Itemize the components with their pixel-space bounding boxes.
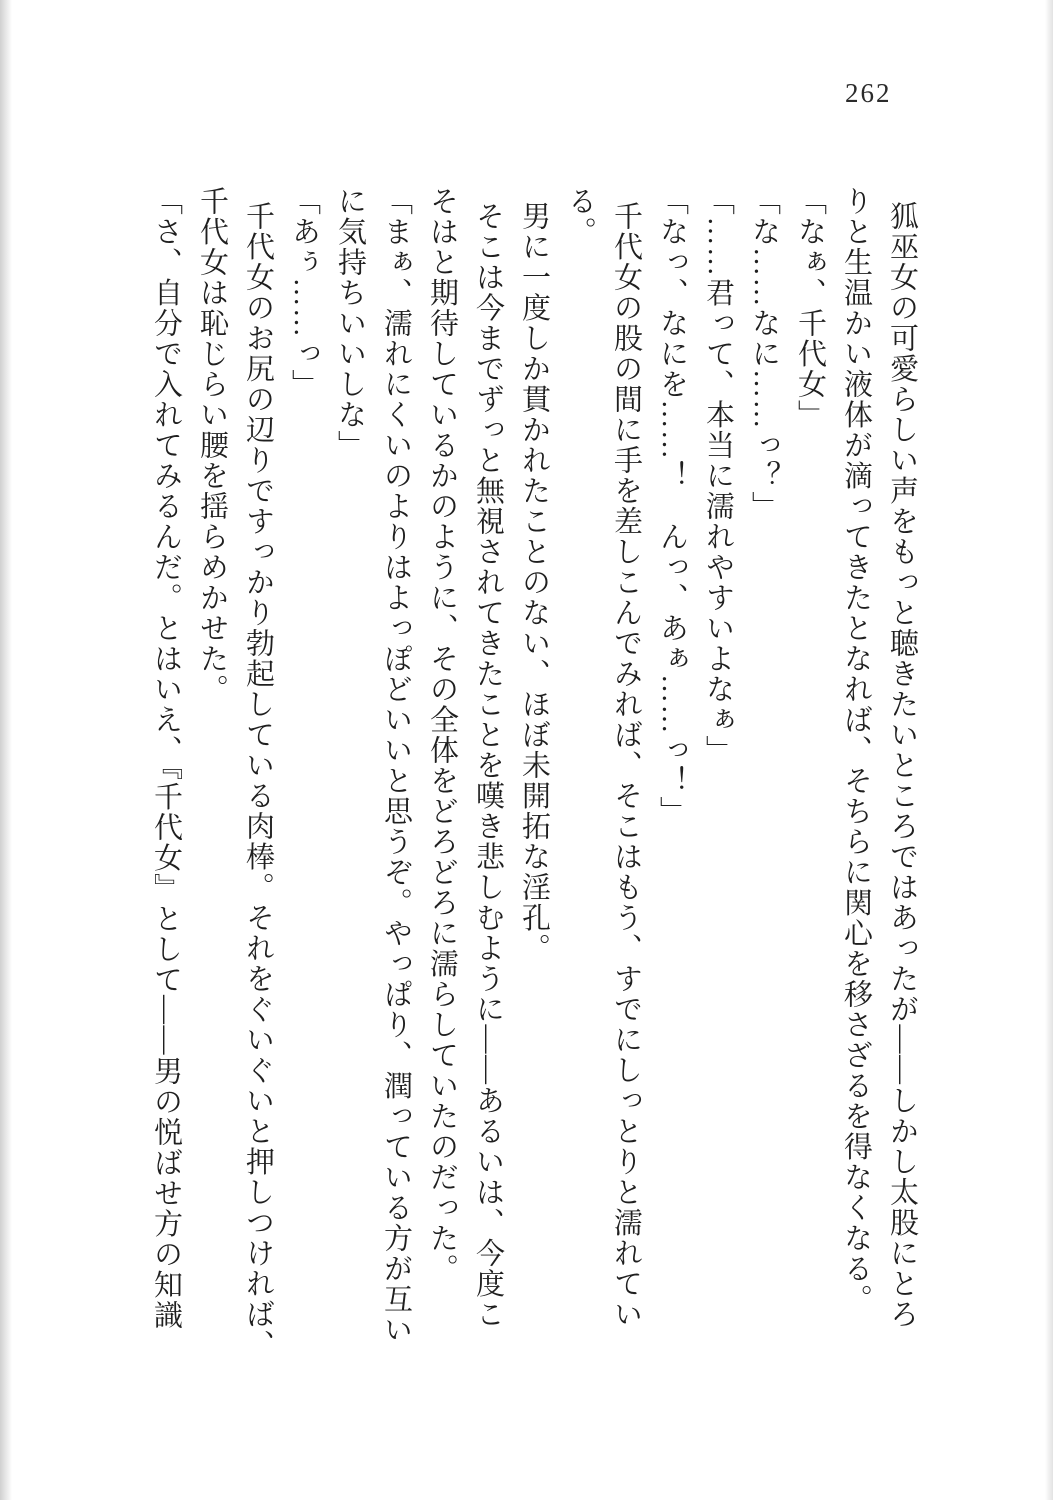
text-column: に気持ちいいしな」 xyxy=(334,186,366,461)
page-text xyxy=(143,186,925,1360)
text-column: る。 xyxy=(564,186,596,247)
text-column: りと生温かい液体が滴ってきたとなれば、そちらに関心を移さざるを得なくなる。 xyxy=(840,186,872,1315)
text-column: そこは今までずっと無視されてきたことを嘆き悲しむように――あるいは、今度こ xyxy=(472,200,504,1329)
text-column: 千代女は恥じらい腰を揺らめかせた。 xyxy=(196,186,228,705)
page-number: 262 xyxy=(845,78,892,108)
text-column: そはと期待しているかのように、その全体をどろどろに濡らしていたのだった。 xyxy=(426,186,458,1284)
text-column: 「まぁ、濡れにくいのよりはよっぽどいいと思うぞ。やっぱり、潤っている方が互い xyxy=(380,186,412,1345)
text-column: 「な……なに……っ？」 xyxy=(748,186,780,522)
text-column: 「……君って、本当に濡れやすいよなぁ」 xyxy=(702,186,734,766)
text-column: 「なぁ、千代女」 xyxy=(794,186,826,430)
text-column: 「さ、自分で入れてみるんだ。とはいえ、『千代女』として――男の悦ばせ方の知識 xyxy=(150,186,182,1331)
text-column: 狐巫女の可愛らしい声をもっと聴きたいところではあったが――しかし太股にとろ xyxy=(886,200,918,1329)
page-edge-shadow-left xyxy=(0,0,12,1500)
text-column: 「あぅ……っ」 xyxy=(288,186,320,400)
text-column: 男に一度しか貫かれたことのない、ほぼ未開拓な淫孔。 xyxy=(518,200,550,963)
text-column: 千代女のお尻の辺りですっかり勃起している肉棒。それをぐいぐいと押しつければ、 xyxy=(242,200,274,1360)
text-column: 「なっ、なにを……！ んっ、あぁ……っ！」 xyxy=(656,186,688,827)
page-edge-shadow-right xyxy=(1045,0,1053,1500)
text-column: 千代女の股の間に手を差しこんでみれば、そこはもう、すでにしっとりと濡れてい xyxy=(610,200,642,1329)
